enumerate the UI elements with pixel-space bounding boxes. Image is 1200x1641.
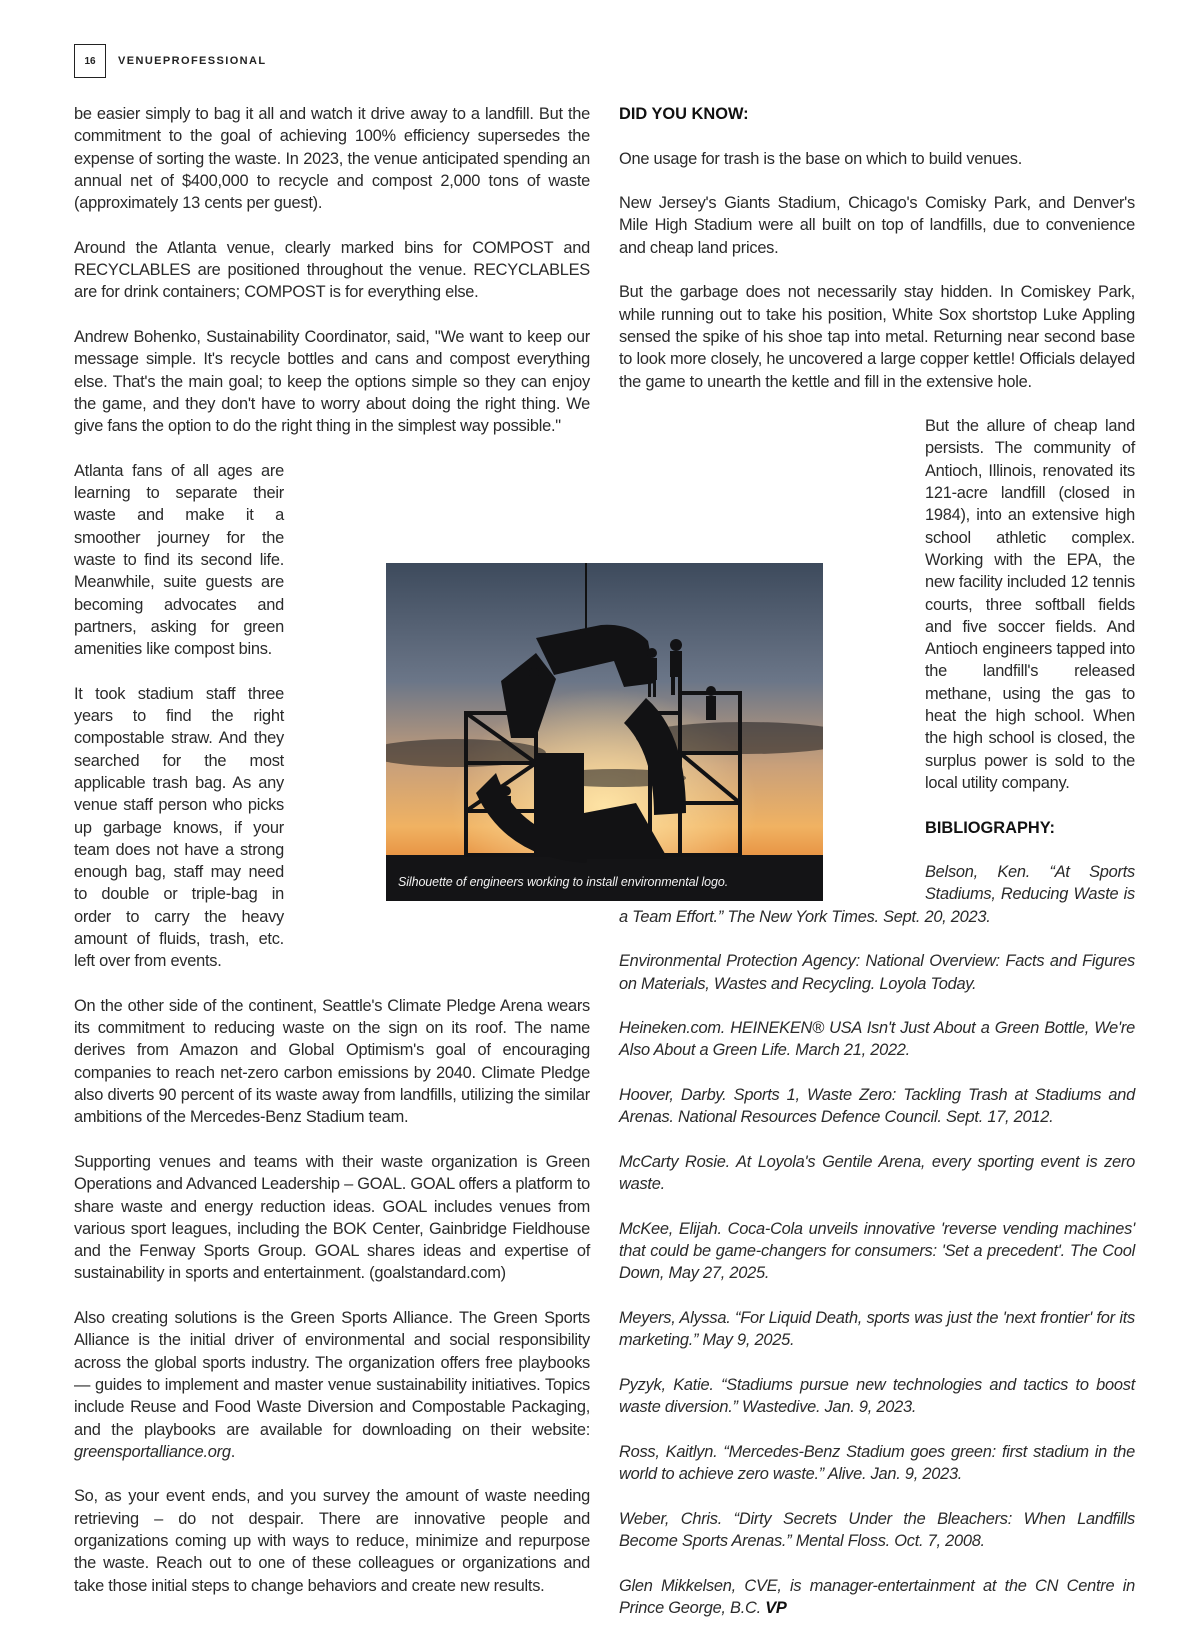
bibliography-entry: Environmental Protection Agency: National Overview: Facts and Figures on Materials, Wastes and Recycling. Loyola Today. bbox=[619, 952, 1135, 993]
publication-name bbox=[118, 55, 267, 67]
bibliography-entry: Meyers, Alyssa. “For Liquid Death, sports was just the 'next frontier' for its marketing.” May 9, 2025. bbox=[619, 1309, 1135, 1350]
website-suffix: . bbox=[230, 1442, 235, 1461]
website-link-text: greensportalliance.org bbox=[74, 1442, 231, 1461]
sidebar-heading: DID YOU KNOW: bbox=[619, 105, 749, 123]
bibliography-entry: Weber, Chris. “Dirty Secrets Under the Bleachers: When Landfills Become Sports Arenas.” Mental Floss. Oct. 7, 2008. bbox=[619, 1509, 1135, 1550]
photo-caption: Silhouette of engineers working to install environmental logo. bbox=[398, 875, 729, 889]
article-paragraph: Supporting venues and teams with their waste organization is Green Operations and Advanced Leadership – GOAL. GOAL offers a platform to share waste and energy reduction ideas. GOAL includes venues from various sport leagues, including the BOK Center, Gainbridge Fieldhouse and the Fenway Sports Group. GOAL shares ideas and expertise of sustainability in sports and entertainment. (goalstandard.com) bbox=[74, 1152, 591, 1283]
photo-illustration bbox=[386, 563, 823, 901]
article-paragraph: So, as your event ends, and you survey the amount of waste needing retrieving – do not despair. There are innovative people and organizations coming up with ways to reduce, minimize and repurpose the waste. Reach out to one of these colleagues or organizations and take those initial steps to change behaviors and create new results. bbox=[74, 1487, 590, 1595]
article-paragraph: It took stadium staff three years to find the right compostable straw. And they searched for the most applicable trash bag. As any venue staff person who picks up garbage knows, if your team does not have a strong enough bag, staff may need to double or triple-bag in order to carry the heavy amount of fluids, trash, etc. left over from events. bbox=[74, 684, 284, 971]
bibliography-entry: Pyzyk, Katie. “Stadiums pursue new technologies and tactics to boost waste diversion.” Wastedive. Jan. 9, 2023. bbox=[619, 1375, 1135, 1417]
bibliography-entry: McKee, Elijah. Coca-Cola unveils innovative 'reverse vending machines' that could be game-changers for consumers: 'Set a precedent'. The Cool Down, May 27, 2025. bbox=[619, 1219, 1135, 1283]
sidebar-paragraph: But the garbage does not necessarily stay hidden. In Comiskey Park, while running out to take his position, White Sox shortstop Luke Appling sensed the spike of his shoe tap into metal. Returning near second base to look more closely, he uncovered a large copper kettle! Officials delayed the game to unearth the kettle and fill in the extensive hole. bbox=[619, 283, 1135, 391]
publication-name-venue: VENUE bbox=[118, 55, 163, 67]
article-paragraph: Andrew Bohenko, Sustainability Coordinator, said, "We want to keep our message simple. It's recycle bottles and cans and compost everything else. That's the main goal; to keep the options simple so they can enjoy the game, and they don't have to worry about doing the right thing. We give fans the option to do the right thing in the simplest way possible." bbox=[74, 327, 590, 436]
author-bio-text: Glen Mikkelsen, CVE, is manager-entertainment at the CN Centre in Prince George, B.C. bbox=[619, 1576, 1135, 1617]
vp-end-mark: VP bbox=[765, 1598, 787, 1617]
bibliography-entry: Ross, Kaitlyn. “Mercedes-Benz Stadium goes green: first stadium in the world to achieve zero waste.” Alive. Jan. 9, 2023. bbox=[619, 1442, 1135, 1484]
bibliography-entry: Hoover, Darby. Sports 1, Waste Zero: Tackling Trash at Stadiums and Arenas. National Resources Defence Council. Sept. 17, 2012. bbox=[619, 1086, 1135, 1127]
publication-name-professional: PROFESSIONAL bbox=[162, 55, 267, 67]
page-header bbox=[74, 43, 267, 79]
sidebar-paragraph: One usage for trash is the base on which to build venues. bbox=[619, 149, 1023, 168]
bibliography-entry: McCarty Rosie. At Loyola's Gentile Arena, every sporting event is zero waste. bbox=[619, 1152, 1135, 1194]
article-photo bbox=[386, 563, 823, 901]
sidebar-paragraph: But the allure of cheap land persists. The community of Antioch, Illinois, renovated its 121-acre landfill (closed in 1984), into an extensive high school athletic complex. Working with the EPA, the new facility included 12 tennis courts, three softball fields and five soccer fields. And Antioch engineers tapped into the landfill's released methane, using the gas to heat the high school. When the high school is closed, the surplus power is sold to the local utility company. bbox=[925, 417, 1135, 792]
page-number: 16 bbox=[74, 44, 106, 78]
article-paragraph bbox=[74, 1307, 590, 1463]
bibliography bbox=[619, 817, 1135, 1620]
bibliography-heading: BIBLIOGRAPHY: bbox=[925, 818, 1055, 837]
author-bio bbox=[619, 1575, 1135, 1620]
bibliography-entry: Heineken.com. HEINEKEN® USA Isn't Just About a Green Bottle, We're Also About a Green Life. March 21, 2022. bbox=[619, 1019, 1135, 1060]
article-paragraph: be easier simply to bag it all and watch it drive away to a landfill. But the commitment to the goal of achieving 100% efficiency supersedes the expense of sorting the waste. In 2023, the venue anticipated spending an annual net of $400,000 to recycle and compost 2,000 tons of waste (approximately 13 cents per guest). bbox=[74, 105, 590, 213]
bibliography-entry: Belson, Ken. “At Sports Stadiums, Reducing Waste is a Team Effort.” The New York Times. Sept. 20, 2023. bbox=[619, 863, 1135, 926]
article-paragraph: Atlanta fans of all ages are learning to separate their waste and make it a smoother journey for the waste to find its second life. Meanwhile, suite guests are becoming advocates and partners, asking for green amenities like compost bins. bbox=[74, 461, 284, 659]
article-paragraph-text: Also creating solutions is the Green Sports Alliance. The Green Sports Alliance is the initial driver of environmental and social responsibility across the global sports industry. The organization offers free playbooks — guides to implement and master venue sustainability initiatives. Topics include Reuse and Food Waste Diversion and Compostable Packaging, and the playbooks are available for downloading on their website: bbox=[74, 1309, 590, 1439]
sidebar-paragraph: New Jersey's Giants Stadium, Chicago's Comisky Park, and Denver's Mile High Stadium were all built on top of landfills, due to convenience and cheap land prices. bbox=[619, 194, 1135, 257]
article-paragraph: Around the Atlanta venue, clearly marked bins for COMPOST and RECYCLABLES are positioned throughout the venue. RECYCLABLES are for drink containers; COMPOST is for everything else. bbox=[74, 238, 590, 302]
article-paragraph: On the other side of the continent, Seattle's Climate Pledge Arena wears its commitment to reducing waste on the sign on its roof. The name derives from Amazon and Global Optimism's goal of encouraging companies to reach net-zero carbon emissions by 2040. Climate Pledge also diverts 90 percent of its waste away from landfills, utilizing the similar ambitions of the Mercedes-Benz Stadium team. bbox=[74, 996, 590, 1127]
